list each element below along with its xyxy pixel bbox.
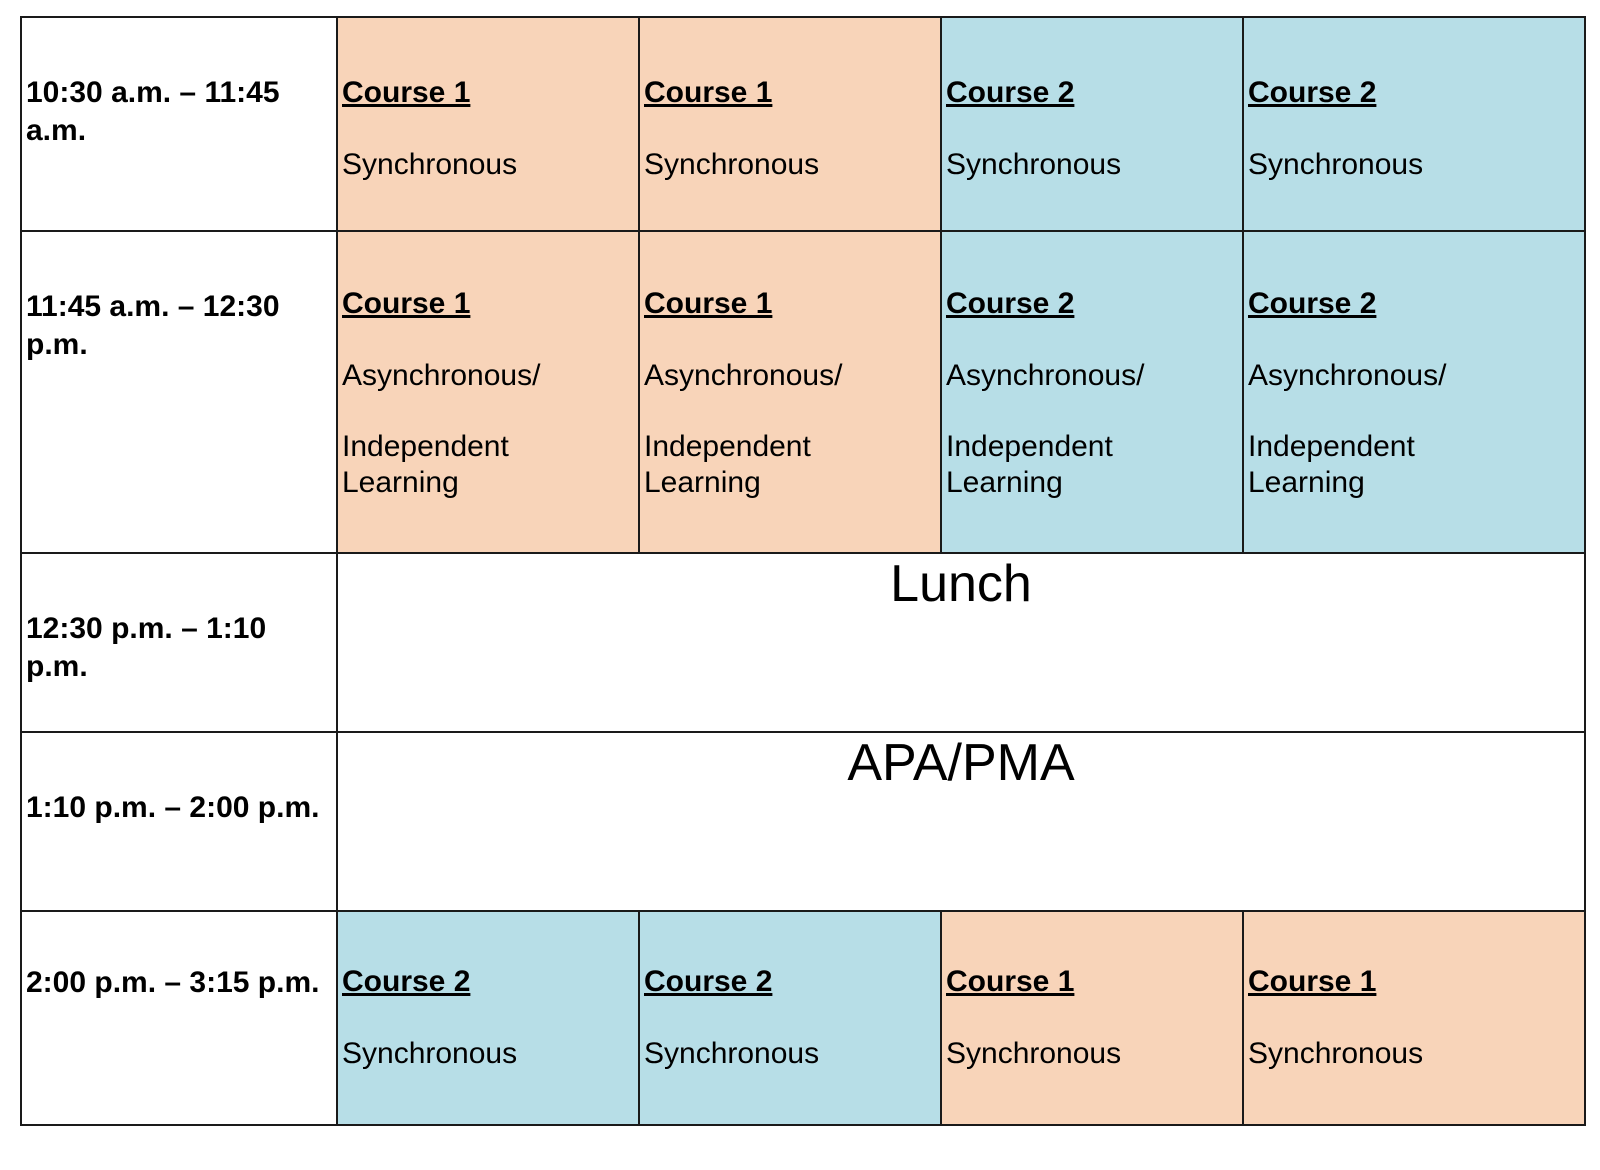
- course-title: Course 2: [644, 965, 773, 998]
- course-mode: Synchronous: [1248, 148, 1424, 181]
- course-mode: Synchronous: [946, 148, 1122, 181]
- course-mode: Asynchronous/: [1248, 359, 1447, 392]
- time-slot-cell: [21, 732, 337, 911]
- course-title: Course 1: [644, 287, 773, 320]
- course-mode: Synchronous: [644, 148, 820, 181]
- course-title: Course 2: [946, 76, 1075, 109]
- course-mode: Independent: [1248, 430, 1415, 463]
- time-slot-cell: [21, 911, 337, 1125]
- course-mode: Synchronous: [1248, 1037, 1424, 1070]
- schedule-row: [21, 732, 1585, 911]
- course-cell: [337, 17, 639, 231]
- time-slot-cell: [21, 553, 337, 732]
- course-mode: Independent: [342, 430, 509, 463]
- schedule-row: [21, 911, 1585, 1125]
- course-mode: Independent: [946, 430, 1113, 463]
- time-slot-label: 11:45 a.m. – 12:30 p.m.: [26, 290, 280, 361]
- lunch-cell: Lunch: [337, 553, 1585, 732]
- course-title: Course 2: [1248, 76, 1377, 109]
- course-cell: [639, 911, 941, 1125]
- course-title: Course 1: [342, 76, 471, 109]
- apa-pma-cell: APA/PMA: [337, 732, 1585, 911]
- course-mode: Learning: [644, 466, 761, 499]
- course-cell: [941, 911, 1243, 1125]
- course-title: Course 1: [946, 965, 1075, 998]
- course-mode: Synchronous: [342, 148, 518, 181]
- course-cell: [337, 911, 639, 1125]
- course-mode: Learning: [946, 466, 1063, 499]
- schedule-row: [21, 553, 1585, 732]
- course-mode: Independent: [644, 430, 811, 463]
- course-cell: [337, 231, 639, 553]
- schedule-row: [21, 17, 1585, 231]
- time-slot-label: 2:00 p.m. – 3:15 p.m.: [26, 966, 320, 999]
- course-mode: Learning: [1248, 466, 1365, 499]
- course-mode: Asynchronous/: [342, 359, 541, 392]
- course-title: Course 1: [342, 287, 471, 320]
- course-cell: [1243, 17, 1585, 231]
- course-cell: [941, 17, 1243, 231]
- schedule-row: [21, 231, 1585, 553]
- course-title: Course 2: [1248, 287, 1377, 320]
- time-slot-label: 10:30 a.m. – 11:45 a.m.: [26, 76, 280, 147]
- course-cell: [1243, 911, 1585, 1125]
- course-title: Course 1: [644, 76, 773, 109]
- course-title: Course 2: [946, 287, 1075, 320]
- time-slot-cell: [21, 17, 337, 231]
- time-slot-cell: [21, 231, 337, 553]
- schedule-table: [20, 16, 1586, 1126]
- course-title: Course 1: [1248, 965, 1377, 998]
- course-mode: Synchronous: [342, 1037, 518, 1070]
- course-cell: [941, 231, 1243, 553]
- course-cell: [639, 17, 941, 231]
- course-mode: Asynchronous/: [946, 359, 1145, 392]
- course-mode: Synchronous: [946, 1037, 1122, 1070]
- time-slot-label: 12:30 p.m. – 1:10 p.m.: [26, 612, 267, 683]
- course-mode: Synchronous: [644, 1037, 820, 1070]
- course-cell: [639, 231, 941, 553]
- course-mode: Learning: [342, 466, 459, 499]
- course-title: Course 2: [342, 965, 471, 998]
- time-slot-label: 1:10 p.m. – 2:00 p.m.: [26, 791, 320, 824]
- course-cell: [1243, 231, 1585, 553]
- course-mode: Asynchronous/: [644, 359, 843, 392]
